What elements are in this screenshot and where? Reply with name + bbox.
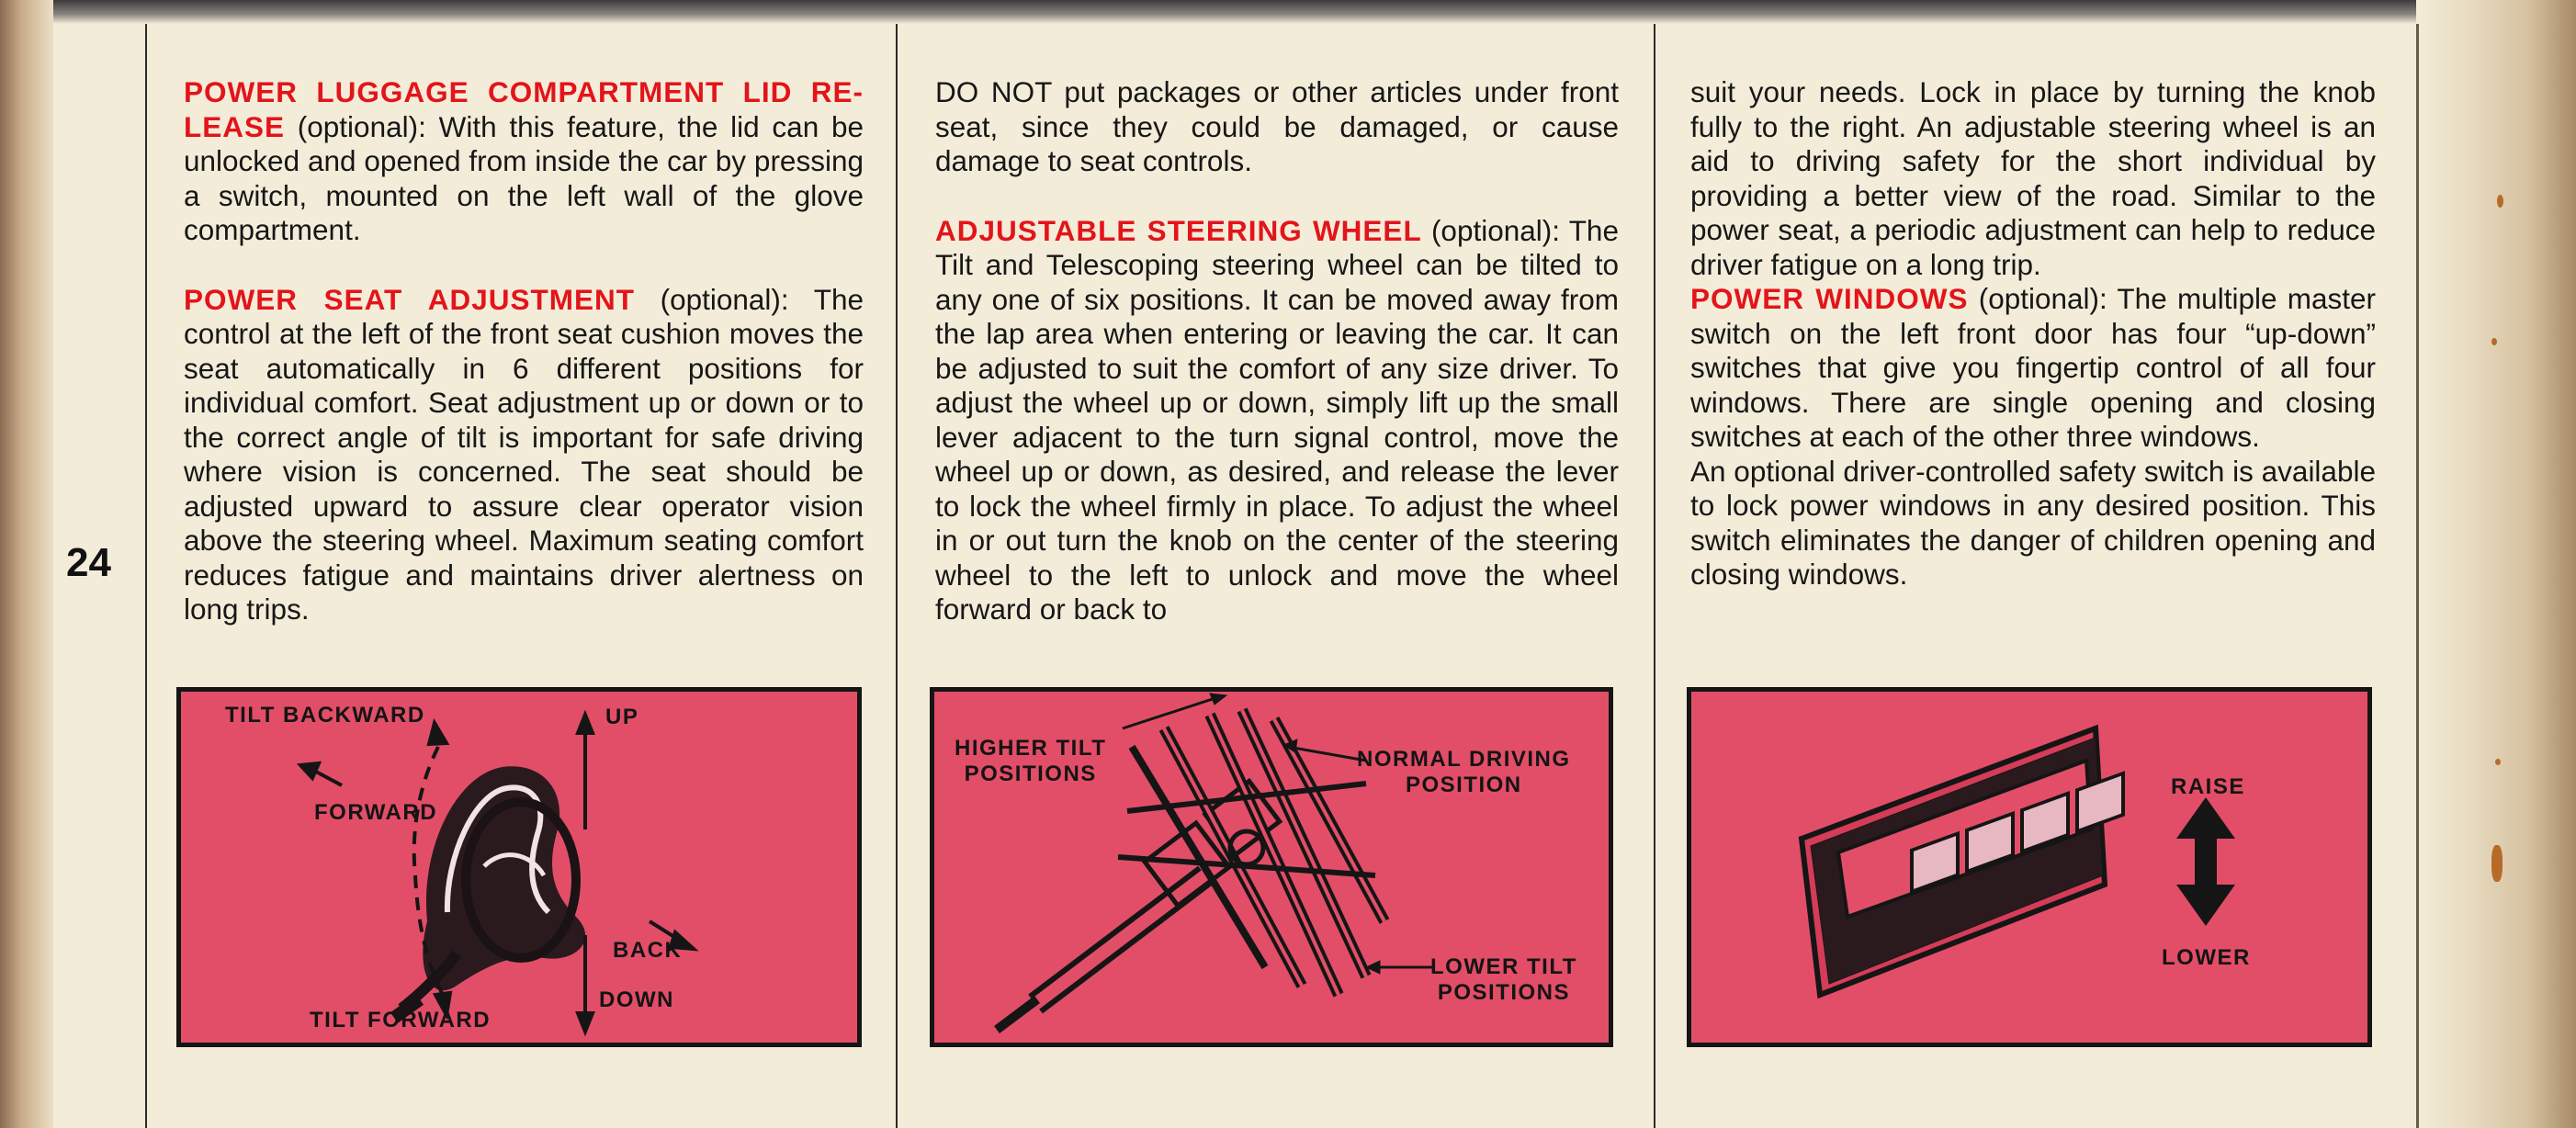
paragraph-power-windows xyxy=(1690,282,2376,455)
stain-spot xyxy=(2495,759,2501,765)
stain-spot xyxy=(2491,338,2497,345)
label-up: UP xyxy=(605,705,639,729)
figure-power-seat-control xyxy=(176,687,862,1047)
left-column xyxy=(184,75,864,627)
paragraph-text: An optional driver-controlled safety switch is available to lock power windows in any desired position. This switch eliminates the danger of children opening and closing windows. xyxy=(1690,454,2376,591)
paragraph-warning-packages xyxy=(935,75,1619,179)
column-rule-right xyxy=(1654,24,1655,1128)
right-column xyxy=(1690,75,2376,592)
paragraph-power-seat xyxy=(184,283,864,627)
label-lower-tilt-positions: LOWER TILT POSITIONS xyxy=(1430,954,1577,1005)
label-raise: RAISE xyxy=(2171,774,2245,799)
label-higher-tilt-positions: HIGHER TILT POSITIONS xyxy=(955,736,1107,786)
window-switch-illustration xyxy=(1691,692,2367,1043)
figure-steering-wheel-tilt xyxy=(930,687,1613,1047)
paragraph-text: suit your needs. Lock in place by turning the knob fully to the right. An adjustable steering wheel is an aid to driving safety for the short individual by providing a better view of the road. Similar to the power seat, a periodic adjustment can help to reduce driver fatigue on a long trip. xyxy=(1690,75,2376,281)
figure-power-window-switch xyxy=(1687,687,2372,1047)
heading-power-seat: POWER SEAT ADJUSTMENT xyxy=(184,282,635,316)
label-tilt-backward: TILT BACKWARD xyxy=(225,703,425,728)
page-top-shadow xyxy=(0,0,2576,24)
stain-spot xyxy=(2497,195,2503,208)
raise-lower-arrow-icon xyxy=(2176,797,2235,926)
book-right-edge xyxy=(2416,0,2576,1128)
paragraph-luggage-release xyxy=(184,75,864,248)
window-switch-panel-icon xyxy=(1802,728,2123,995)
paragraph-steering-continued xyxy=(1690,75,2376,282)
stain-spot xyxy=(2491,845,2503,882)
column-rule-left xyxy=(145,24,147,1128)
paragraph-text: DO NOT put packages or other articles under front seat, since they could be damaged, or cause damage to seat controls. xyxy=(935,75,1619,177)
heading-luggage-release: POWER LUGGAGE COMPARTMENT LID RE-LEASE xyxy=(184,75,864,143)
column-rule-middle xyxy=(896,24,898,1128)
label-normal-driving-position: NORMAL DRIVING POSITION xyxy=(1357,747,1571,797)
label-back: BACK xyxy=(613,938,683,963)
page-gutter xyxy=(2416,24,2419,1128)
heading-steering-wheel: ADJUSTABLE STEERING WHEEL xyxy=(935,213,1422,247)
paragraph-text: (optional): The Tilt and Telescoping steering wheel can be tilted to any one of six positions. It can be moved away from the lap area when entering or leaving the car. It can be adjusted to suit the comfort of any size driver. To adjust the wheel up or down, simply lift up the small lever adjacent to the turn signal control, move the wheel up or down, as desired, and release the lever to lock the wheel firmly in place. To adjust the wheel in or out turn the knob on the center of the steering wheel to the left to unlock and move the wheel forward or back to xyxy=(935,213,1619,626)
paragraph-text: (optional): The multiple master switch on the left front door has four “up-down” switches that give you fingertip control of all four windows. There are single opening and closing switches at each of the other three windows. xyxy=(1690,282,2376,453)
label-tilt-forward: TILT FORWARD xyxy=(310,1008,491,1032)
middle-column xyxy=(935,75,1619,627)
seat-control-illustration xyxy=(181,692,857,1043)
paragraph-text: (optional): The control at the left of the front seat cushion moves the seat automatically in 6 different positions for individual comfort. Seat adjustment up or down or to the correct angle of tilt is important for safe driving where vision is concerned. The seat should be adjusted upward to assure clear operator vision above the steering wheel. Maximum seating comfort reduces fatigue and maintains driver alertness on long trips. xyxy=(184,282,864,626)
paragraph-steering-wheel xyxy=(935,214,1619,627)
label-down: DOWN xyxy=(599,987,674,1012)
paragraph-safety-switch xyxy=(1690,455,2376,592)
label-lower: LOWER xyxy=(2162,945,2251,970)
page-number: 24 xyxy=(66,540,111,585)
heading-power-windows: POWER WINDOWS xyxy=(1690,282,1969,315)
paragraph-text: (optional): With this feature, the lid can be unlocked and opened from inside the car by pressing a switch, mounted on the left wall of the glove compartment. xyxy=(184,109,864,246)
book-left-edge xyxy=(0,0,53,1128)
label-forward: FORWARD xyxy=(314,800,438,825)
